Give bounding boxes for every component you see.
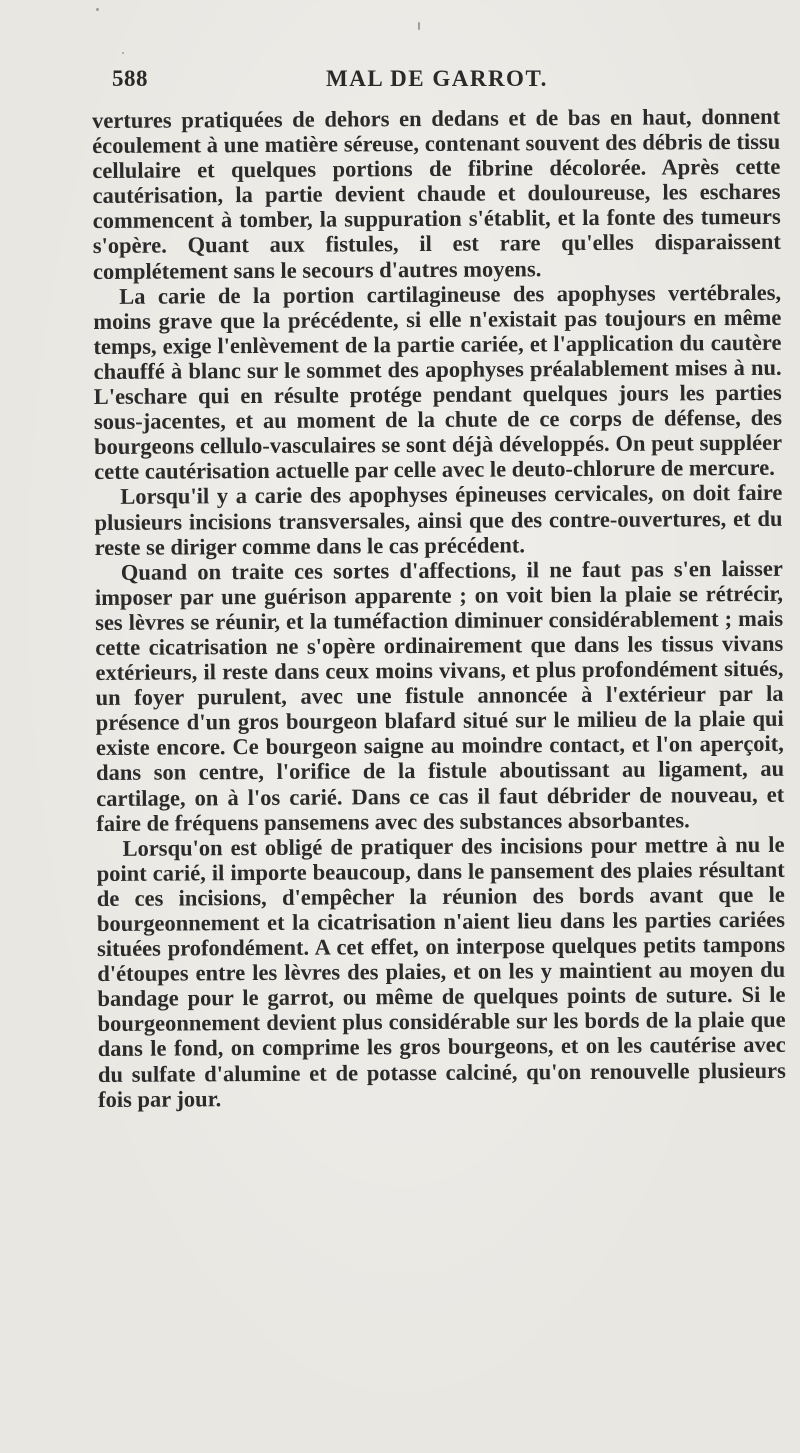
page-number: 588 [112, 66, 148, 91]
body-text [92, 104, 786, 1112]
paragraph-5: Lorsqu'on est obligé de pratiquer des incisions pour mettre à nu le point carié, il importe beaucoup, dans le pansement des plaies résultant de ces incisions, d'empêcher la réunion des bords avant que le bourgeonnement et la cicatrisation n'aient lieu dans les parties cariées situées profondément. A cet effet, on interpose quelques petits tampons d'étoupes entre les lèvres des plaies, et on les y maintient au moyen du bandage pour le garrot, ou même de quelques points de suture. Si le bourgeonnement devient plus considérable sur les bords de la plaie que dans le fond, on comprime les gros bourgeons, et on les cautérise avec du sulfate d'alumine et de potasse calciné, qu'on renouvelle plusieurs fois par jour. [96, 831, 786, 1112]
paragraph-3: Lorsqu'il y a carie des apophyses épineuses cervicales, on doit faire plusieurs incisions transversales, ainsi que des contre-ouvertures, et du reste se diriger comme dans le cas précédent. [94, 480, 783, 560]
paragraph-1: vertures pratiquées de dehors en dedans et de bas en haut, donnent écoulement à une matière séreuse, contenant souvent des débris de tissu cellulaire et quelques portions de fibrine décolorée. Après cette cautérisation, la partie devient chaude et douloureuse, les eschares commencent à tomber, la suppuration s'établit, et la fonte des tumeurs s'opère. Quant aux fistules, il est rare qu'elles disparaissent complétement sans le secours d'autres moyens. [92, 103, 781, 284]
paper-speck [122, 52, 124, 54]
paper-speck [418, 22, 420, 30]
paragraph-2: La carie de la portion cartilagineuse des apophyses vertébrales, moins grave que la précédente, si elle n'existait pas toujours en même temps, exige l'enlèvement de la partie cariée, et l'application du cautère chauffé à blanc sur le sommet des apophyses préalablement mises à nu. L'eschare qui en résulte protége pendant quelques jours les parties sous-jacentes, et au moment de la chute de ce corps de défense, des bourgeons cellulo-vasculaires se sont déjà développés. On peut suppléer cette cautérisation actuelle par celle avec le deuto-chlorure de mercure. [93, 279, 783, 485]
page-header [112, 66, 752, 106]
paper-speck [96, 8, 99, 11]
paragraph-4: Quand on traite ces sortes d'affections, il ne faut pas s'en laisser imposer par une guérison apparente ; on voit bien la plaie se rétrécir, ses lèvres se réunir, et la tuméfaction diminuer considérablement ; mais cette cicatrisation ne s'opère ordinairement que dans les tissus vivans extérieurs, il reste dans ceux moins vivans, et plus profondément situés, un foyer purulent, avec une fistule annoncée à l'extérieur par la présence d'un gros bourgeon blafard situé sur le milieu de la plaie qui existe encore. Ce bourgeon saigne au moindre contact, et l'on aperçoit, dans son centre, l'orifice de la fistule aboutissant au ligament, au cartilage, on à l'os carié. Dans ce cas il faut débrider de nouveau, et faire de fréquens pansemens avec des substances absorbantes. [94, 555, 785, 836]
running-title: MAL DE GARROT. [326, 66, 548, 91]
